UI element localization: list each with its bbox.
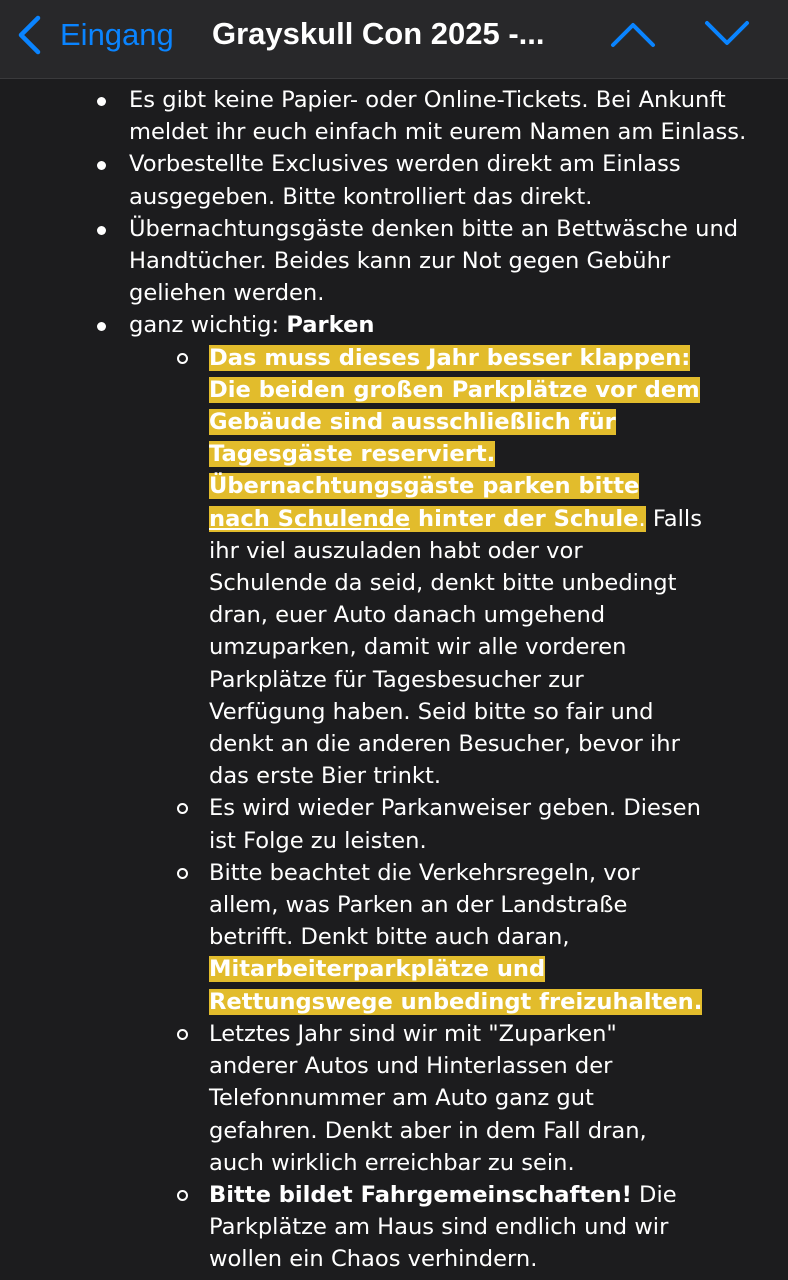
list-item-parking bbox=[0, 309, 788, 1275]
highlighted-text: Das muss dieses Jahr besser klappen: Die beiden großen Parkplätze vor dem Gebäude sind ausschließlich für Tagesgäste reserviert. Übernachtungsgäste parken bitte bbox=[209, 344, 700, 500]
list-item: Vorbestellte Exclusives werden direkt am Einlass ausgegeben. Bitte kontrolliert das direkt. bbox=[0, 148, 788, 212]
list-item: Letztes Jahr sind wir mit "Zuparken" anderer Autos und Hinterlassen der Telefonnummer am Auto ganz gut gefahren. Denkt aber in dem Fall dran, auch wirklich erreichbar zu sein. bbox=[0, 1018, 748, 1179]
list-item: Es wird wieder Parkanweiser geben. Diesen ist Folge zu leisten. bbox=[0, 792, 748, 856]
chevron-down-icon[interactable] bbox=[704, 14, 750, 54]
parking-sublist bbox=[0, 342, 748, 1276]
list-item bbox=[0, 857, 748, 1018]
highlighted-underlined-text: nach Schulende bbox=[209, 505, 411, 532]
navigation-bar bbox=[0, 0, 788, 79]
body-text: Falls ihr viel auszuladen habt oder vor Schulende da seid, denkt bitte unbedingt dran, euer Auto danach umgehend umzuparken, damit wir alle vorderen Parkplätze für Tagesbesucher zur Verfügung haben. Seid bitte so fair und denkt an die anderen Besucher, bevor ihr das erste Bier trinkt. bbox=[209, 505, 702, 790]
list-item bbox=[0, 1179, 748, 1276]
bullet-list bbox=[0, 84, 788, 1276]
highlighted-text: . bbox=[638, 505, 646, 532]
parking-heading: Parken bbox=[286, 312, 375, 339]
highlighted-text: Mitarbeiterparkplätze und Rettungswege unbedingt freizuhalten. bbox=[209, 956, 703, 1015]
page-title: Grayskull Con 2025 -... bbox=[212, 16, 545, 51]
body-text: Bitte beachtet die Verkehrsregeln, vor allem, was Parken an der Landstraße betrifft. Denkt bitte auch daran, bbox=[209, 859, 640, 951]
list-item: Es gibt keine Papier- oder Online-Tickets. Bei Ankunft meldet ihr euch einfach mit eurem Namen am Einlass. bbox=[0, 84, 788, 148]
highlighted-text: hinter der Schule bbox=[410, 505, 639, 532]
chevron-up-icon[interactable] bbox=[610, 14, 656, 54]
parking-intro: ganz wichtig: bbox=[129, 312, 287, 339]
body-text: Die Parkplätze am Haus sind endlich und wir wollen ein Chaos verhindern. bbox=[209, 1181, 677, 1273]
list-item bbox=[0, 342, 748, 793]
list-item: Übernachtungsgäste denken bitte an Bettwäsche und Handtücher. Beides kann zur Not gegen Gebühr geliehen werden. bbox=[0, 213, 788, 310]
back-label: Eingang bbox=[60, 17, 174, 52]
chevron-left-icon bbox=[14, 14, 44, 56]
mail-body bbox=[0, 84, 788, 1276]
back-button[interactable] bbox=[14, 10, 174, 60]
bold-text: Bitte bildet Fahrgemeinschaften! bbox=[209, 1181, 632, 1208]
